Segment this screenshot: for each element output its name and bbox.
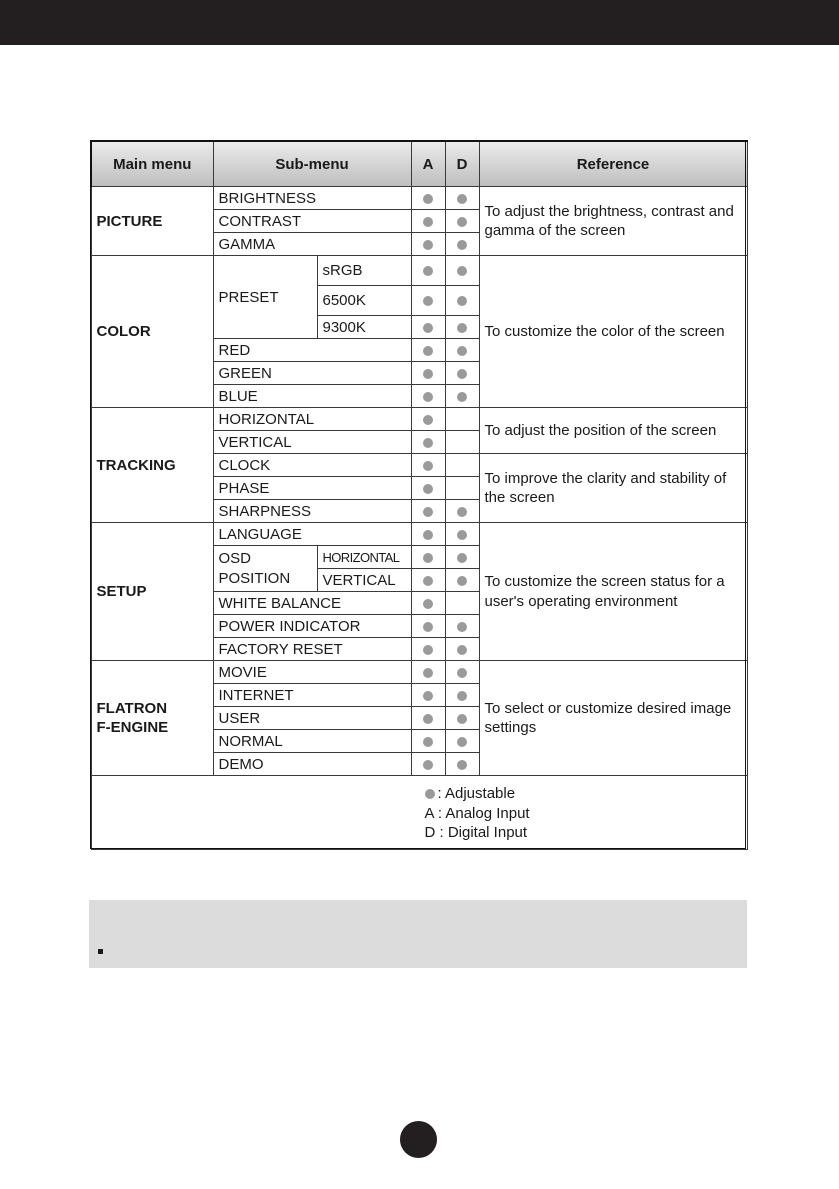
preset-6500k: 6500K [317,286,411,316]
main-menu-f-engine [91,661,213,776]
adjustable-dot [457,323,467,333]
preset-srgb: sRGB [317,256,411,286]
adjustable-dot [457,530,467,540]
adjustable-dot [423,296,433,306]
adjustable-dot [423,645,433,655]
table-header-row [91,141,747,187]
adjustable-dot [457,645,467,655]
col-sub-menu: Sub-menu [213,141,411,187]
col-analog: A [411,141,445,187]
legend-row [91,776,747,850]
adjustable-dot [423,323,433,333]
col-digital: D [445,141,479,187]
sub-menu-clock: CLOCK [213,454,411,477]
sub-menu-red: RED [213,339,411,362]
adjustable-dot [423,266,433,276]
note-box [89,900,747,968]
adjustable-dot [457,668,467,678]
adjustable-dot [423,530,433,540]
adjustable-dot [423,392,433,402]
bullet-icon [98,949,103,954]
sub-menu-internet: INTERNET [213,684,411,707]
legend-digital: D : Digital Input [424,824,528,841]
adjustable-dot-icon [425,789,435,799]
main-menu-tracking: TRACKING [91,408,213,523]
sub-menu-green: GREEN [213,362,411,385]
adjustable-dot [457,217,467,227]
table-row [91,523,747,546]
adjustable-dot [423,438,433,448]
adjustable-dot [457,369,467,379]
adjustable-dot [423,576,433,586]
adjustable-dot [457,737,467,747]
sub-menu-factory-reset: FACTORY RESET [213,638,411,661]
legend-adjustable: : Adjustable [437,785,516,802]
adjustable-dot [423,691,433,701]
osd-menu-table [90,140,748,850]
adjustable-dot [423,194,433,204]
adjustable-dot [457,507,467,517]
adjustable-dot [423,484,433,494]
adjustable-dot [423,622,433,632]
osd-vertical: VERTICAL [317,569,411,592]
sub-menu-white-balance: WHITE BALANCE [213,592,411,615]
main-menu-color: COLOR [91,256,213,408]
sub-menu-gamma: GAMMA [213,233,411,256]
table-row [91,408,747,431]
sub-menu-brightness: BRIGHTNESS [213,187,411,210]
adjustable-dot [423,668,433,678]
adjustable-dot [423,217,433,227]
adjustable-dot [457,622,467,632]
main-menu-picture: PICTURE [91,187,213,256]
sub-menu-preset: PRESET [213,256,317,339]
adjustable-dot [457,714,467,724]
legend [425,784,530,843]
adjustable-dot [423,240,433,250]
sub-menu-phase: PHASE [213,477,411,500]
sub-menu-power-indicator: POWER INDICATOR [213,615,411,638]
sub-menu-language: LANGUAGE [213,523,411,546]
adjustable-dot [457,553,467,563]
sub-menu-blue: BLUE [213,385,411,408]
reference-f-engine: To select or customize desired image settings [479,661,747,776]
table-row [91,661,747,684]
page-number-circle [400,1121,437,1158]
f-engine-label: F-ENGINE [96,719,169,736]
reference-picture: To adjust the brightness, contrast and gamma of the screen [479,187,747,256]
sub-menu-movie: MOVIE [213,661,411,684]
sub-menu-normal: NORMAL [213,730,411,753]
adjustable-dot [457,760,467,770]
sub-menu-horizontal: HORIZONTAL [213,408,411,431]
adjustable-dot [423,760,433,770]
sub-menu-user: USER [213,707,411,730]
reference-color: To customize the color of the screen [479,256,747,408]
adjustable-dot [457,392,467,402]
adjustable-dot [423,599,433,609]
col-main-menu: Main menu [91,141,213,187]
sub-menu-sharpness: SHARPNESS [213,500,411,523]
adjustable-dot [457,266,467,276]
position-label: POSITION [218,569,291,587]
adjustable-dot [457,296,467,306]
sub-menu-osd-position [213,546,317,592]
adjustable-dot [423,369,433,379]
adjustable-dot [457,346,467,356]
reference-tracking-position: To adjust the position of the screen [479,408,747,454]
legend-analog: A : Analog Input [424,804,530,822]
adjustable-dot [423,415,433,425]
adjustable-dot [457,240,467,250]
osd-horizontal: HORIZONTAL [317,546,411,569]
adjustable-dot [423,461,433,471]
reference-tracking-clarity: To improve the clarity and stability of the screen [479,454,747,523]
adjustable-dot [423,553,433,563]
main-menu-setup: SETUP [91,523,213,661]
preset-9300k: 9300K [317,316,411,339]
adjustable-dot [457,691,467,701]
osd-label: OSD [218,550,252,567]
sub-menu-demo: DEMO [213,753,411,776]
table-row [91,256,747,286]
reference-setup: To customize the screen status for a user's operating environment [479,523,747,661]
sub-menu-contrast: CONTRAST [213,210,411,233]
sub-menu-vertical: VERTICAL [213,431,411,454]
adjustable-dot [423,507,433,517]
adjustable-dot [457,194,467,204]
adjustable-dot [423,737,433,747]
col-reference: Reference [479,141,747,187]
flatron-label: FLATRON [96,700,168,717]
table-row [91,187,747,210]
header-bar [0,0,839,45]
adjustable-dot [423,714,433,724]
adjustable-dot [457,576,467,586]
adjustable-dot [423,346,433,356]
